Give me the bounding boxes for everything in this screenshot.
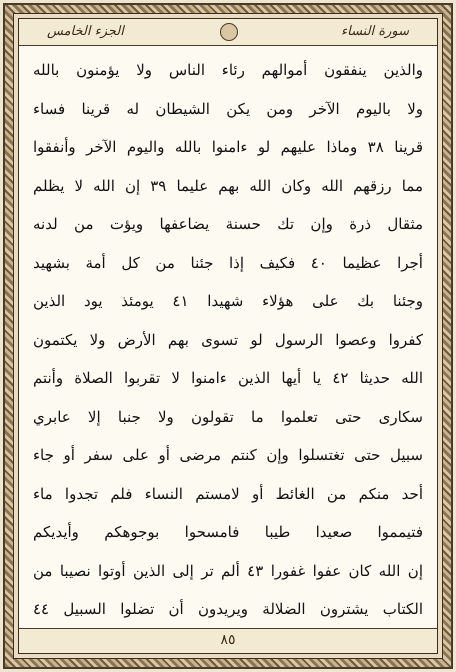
text-line: أحد منكم من الغائط أو لامستم النساء فلم تجدوا ماء — [33, 484, 423, 503]
text-line: ولا باليوم الآخر ومن يكن الشيطان له قرينا فساء — [33, 99, 423, 118]
surah-label: سورة النساء — [341, 24, 409, 39]
text-line: قرينا ٣٨ وماذا عليهم لو ءامنوا بالله واليوم الآخر وأنفقوا — [33, 138, 423, 156]
page-footer — [19, 628, 437, 653]
text-line: فتيمموا صعيدا طيبا فامسحوا بوجوهكم وأيديكم — [33, 523, 423, 541]
header-medallion-icon — [220, 23, 238, 41]
text-line: الكتاب يشترون الضلالة ويريدون أن تضلوا السبيل ٤٤ — [33, 600, 423, 618]
page-header — [19, 19, 437, 46]
text-line: سبيل حتى تغتسلوا وإن كنتم مرضى أو على سفر أو جاء — [33, 446, 423, 464]
text-line: وجئنا بك على هؤلاء شهيدا ٤١ يومئذ يود الذين — [33, 292, 423, 310]
text-line: مما رزقهم الله وكان الله بهم عليما ٣٩ إن الله لا يظلم — [33, 176, 423, 195]
text-line: مثقال ذرة وإن تك حسنة يضاعفها ويؤت من لدنه — [33, 215, 423, 233]
verse-text-block — [33, 51, 423, 629]
text-line: كفروا وعصوا الرسول لو تسوى بهم الأرض ولا يكتمون — [33, 330, 423, 349]
text-line: والذين ينفقون أموالهم رئاء الناس ولا يؤمنون بالله — [33, 61, 423, 79]
text-line: الله حديثا ٤٢ يا أيها الذين ءامنوا لا تقربوا الصلاة وأنتم — [33, 369, 423, 387]
page-content-area — [18, 18, 438, 654]
juz-label: الجزء الخامس — [47, 24, 124, 39]
page-number: ٨٥ — [220, 632, 236, 648]
page-frame — [13, 13, 443, 659]
text-line: أجرا عظيما ٤٠ فكيف إذا جئنا من كل أمة بشهيد — [33, 253, 423, 272]
text-line: سكارى حتى تعلموا ما تقولون ولا جنبا إلا عابري — [33, 407, 423, 426]
text-line: إن الله كان عفوا غفورا ٤٣ ألم تر إلى الذين أوتوا نصيبا من — [33, 561, 423, 580]
